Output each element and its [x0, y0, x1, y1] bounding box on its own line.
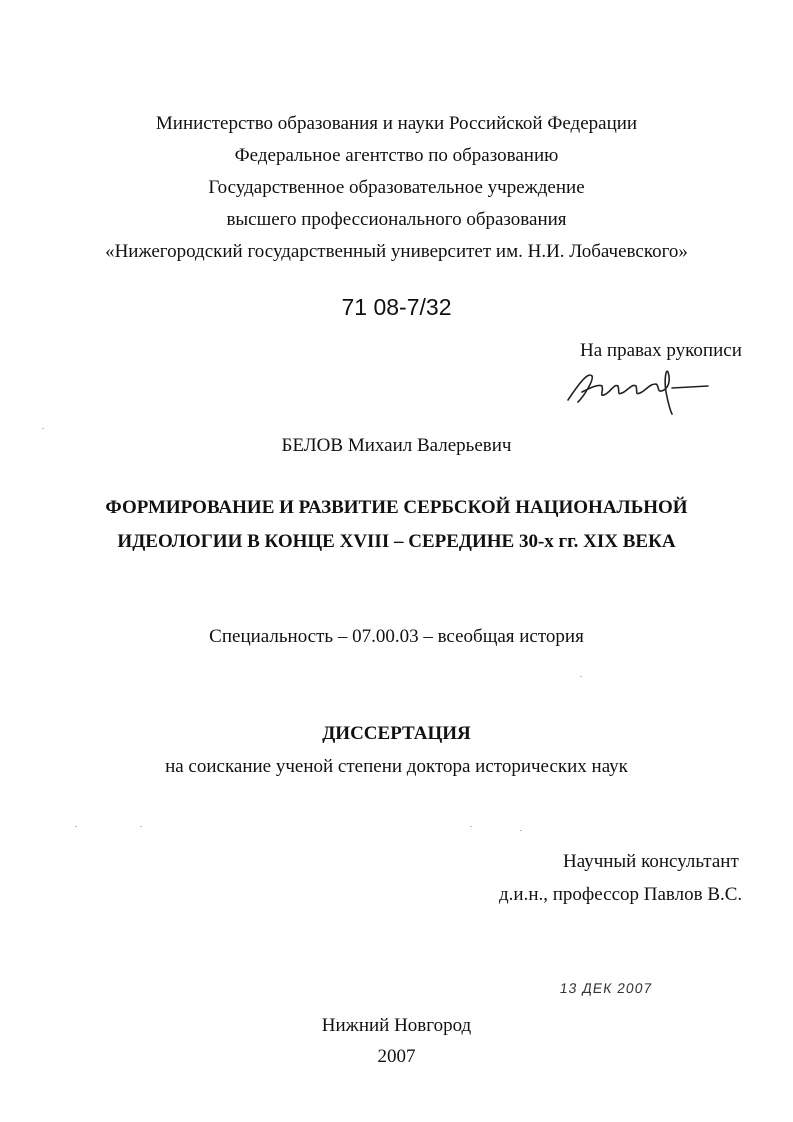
- signature-image: [560, 362, 720, 418]
- date-stamp: 13 ДЕК 2007: [558, 980, 654, 996]
- author-name: БЕЛОВ Михаил Валерьевич: [281, 435, 512, 456]
- specialty: Специальность – 07.00.03 – всеобщая история: [209, 626, 584, 647]
- title-line-2: ИДЕОЛОГИИ В КОНЦЕ XVIII – СЕРЕДИНЕ 30-х гг. XIX ВЕКА: [117, 531, 676, 552]
- scan-speck: [42, 428, 44, 429]
- scan-speck: [470, 826, 472, 827]
- catalog-number: 71 08-7/32: [341, 294, 452, 320]
- scan-speck: [580, 676, 582, 677]
- consultant-name: д.и.н., профессор Павлов В.С.: [499, 884, 743, 905]
- scan-speck: [75, 826, 77, 827]
- consultant-label: Научный консультант: [563, 851, 739, 872]
- scan-speck: [140, 826, 142, 827]
- agency-line: Федеральное агентство по образованию: [234, 145, 559, 166]
- university-line: «Нижегородский государственный университет им. Н.И. Лобачевского»: [105, 241, 688, 262]
- education-line: высшего профессионального образования: [226, 209, 567, 230]
- ministry-line: Министерство образования и науки Российской Федерации: [155, 113, 638, 134]
- institution-line: Государственное образовательное учреждение: [208, 177, 585, 198]
- scan-speck: [520, 830, 522, 831]
- year: 2007: [377, 1046, 416, 1067]
- title-line-1: ФОРМИРОВАНИЕ И РАЗВИТИЕ СЕРБСКОЙ НАЦИОНАЛЬНОЙ: [105, 497, 688, 518]
- document-type: ДИССЕРТАЦИЯ: [322, 723, 471, 744]
- degree-line: на соискание ученой степени доктора исторических наук: [165, 756, 628, 777]
- city: Нижний Новгород: [321, 1015, 472, 1036]
- rights-note: На правах рукописи: [580, 340, 742, 361]
